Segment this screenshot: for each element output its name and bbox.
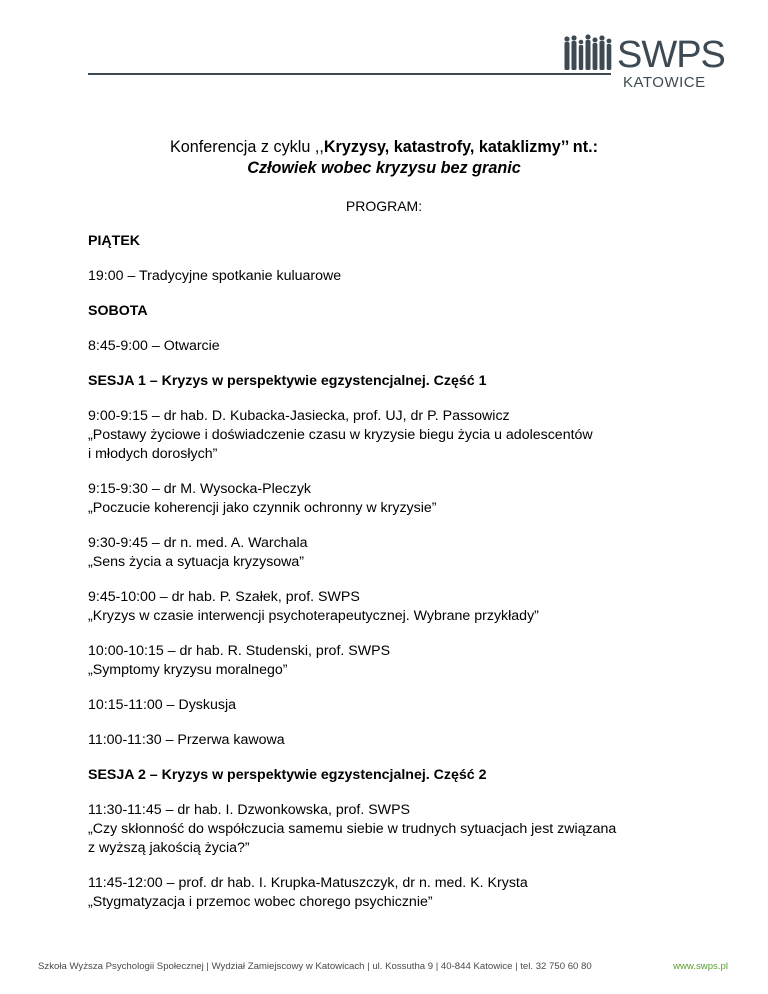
program-line: 11:30-11:45 – dr hab. I. Dzwonkowska, prof. SWPS <box>88 802 411 818</box>
program-line: „Postawy życiowe i doświadczenie czasu w kryzysie biegu życia u adolescentów <box>88 427 593 443</box>
swps-logo <box>562 33 732 93</box>
program-entry <box>88 874 688 912</box>
header-rule <box>88 73 611 75</box>
logo-wordmark: SWPS <box>617 34 725 76</box>
program-line: SOBOTA <box>88 303 148 319</box>
program-entry <box>88 480 688 518</box>
program-line: 9:30-9:45 – dr n. med. A. Warchala <box>88 535 308 551</box>
people-silhouette-icon <box>562 33 616 73</box>
program-line: 8:45-9:00 – Otwarcie <box>88 338 220 354</box>
title-prefix: Konferencja z cyklu ,, <box>170 138 324 156</box>
program-entry <box>88 337 688 356</box>
program-label: PROGRAM: <box>345 198 423 214</box>
title-series: Kryzysy, katastrofy, kataklizmy <box>323 138 561 156</box>
program-entry <box>88 267 688 286</box>
footer-address: Szkoła Wyższa Psychologii Społecznej | Wydział Zamiejscowy w Katowicach | ul. Kossutha 9 | 40-844 Katowice | tel. 32 750 60 80 <box>38 961 592 972</box>
program-line: 11:45-12:00 – prof. dr hab. I. Krupka-Matuszczyk, dr n. med. K. Krysta <box>88 875 528 891</box>
program-heading <box>88 302 688 321</box>
program-line: 10:00-10:15 – dr hab. R. Studenski, prof. SWPS <box>88 643 391 659</box>
program-entry <box>88 642 688 680</box>
program-list <box>88 232 688 928</box>
program-line: „Stygmatyzacja i przemoc wobec chorego psychicznie” <box>88 894 433 910</box>
program-line: 19:00 – Tradycyjne spotkanie kuluarowe <box>88 268 342 284</box>
program-line: 10:15-11:00 – Dyskusja <box>88 697 237 713</box>
footer-url[interactable]: www.swps.pl <box>673 961 728 972</box>
program-entry <box>88 731 688 750</box>
program-heading <box>88 372 688 391</box>
logo-city: KATOWICE <box>623 74 706 91</box>
program-line: „Czy skłonność do współczucia samemu siebie w trudnych sytuacjach jest związana <box>88 821 617 837</box>
program-entry <box>88 588 688 626</box>
program-line: PIĄTEK <box>88 233 141 249</box>
program-line: „Kryzys w czasie interwencji psychoterapeutycznej. Wybrane przykłady” <box>88 608 539 624</box>
program-line: 11:00-11:30 – Przerwa kawowa <box>88 732 285 748</box>
program-line: „Sens życia a sytuacja kryzysowa” <box>88 554 305 570</box>
program-line: „Symptomy kryzysu moralnego” <box>88 662 288 678</box>
conference-subtitle: Człowiek wobec kryzysu bez granic <box>247 159 521 177</box>
program-line: 9:45-10:00 – dr hab. P. Szałek, prof. SWPS <box>88 589 360 605</box>
program-line: i młodych dorosłych” <box>88 446 218 462</box>
program-line: SESJA 1 – Kryzys w perspektywie egzystencjalnej. Część 1 <box>88 373 487 389</box>
program-entry <box>88 407 688 464</box>
program-heading <box>88 232 688 251</box>
program-entry <box>88 696 688 715</box>
program-line: z wyższą jakością życia?” <box>88 840 250 856</box>
program-line: 9:15-9:30 – dr M. Wysocka-Pleczyk <box>88 481 312 497</box>
program-entry <box>88 534 688 572</box>
program-line: SESJA 2 – Kryzys w perspektywie egzystencjalnej. Część 2 <box>88 767 487 783</box>
conference-title <box>0 137 768 179</box>
program-entry <box>88 801 688 858</box>
program-line: „Poczucie koherencji jako czynnik ochronny w kryzysie” <box>88 500 437 516</box>
program-line: 9:00-9:15 – dr hab. D. Kubacka-Jasiecka, prof. UJ, dr P. Passowicz <box>88 408 510 424</box>
title-suffix: ’’ nt.: <box>560 138 598 156</box>
program-heading <box>88 766 688 785</box>
